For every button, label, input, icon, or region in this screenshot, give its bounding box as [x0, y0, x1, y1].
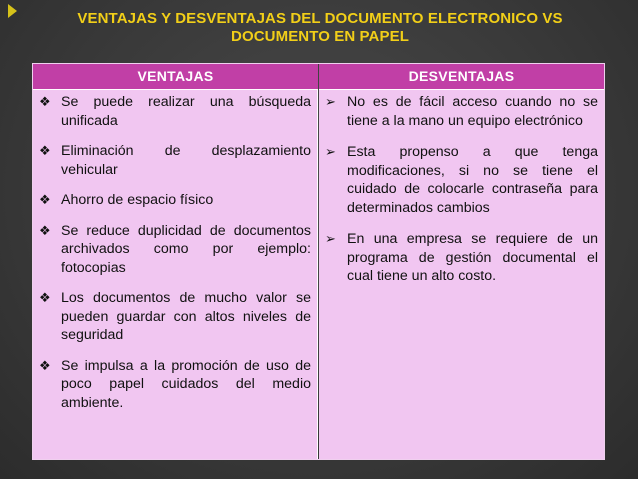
ventaja-item [39, 142, 311, 179]
ventaja-item [39, 289, 311, 345]
ventaja-item [39, 357, 311, 413]
desventaja-item [325, 230, 598, 286]
desventaja-text: En una empresa se requiere de un programa de gestión documental el cual tiene un alto costo. [347, 231, 598, 284]
ventaja-text: Se puede realizar una búsqueda unificada [61, 94, 311, 129]
diamond-bullet-icon: ❖ [39, 94, 51, 109]
ventajas-cell [33, 89, 318, 459]
arrow-bullet-icon: ➢ [325, 94, 336, 109]
desventaja-item [325, 93, 598, 130]
comparison-table [32, 63, 605, 460]
title-line-2: DOCUMENTO EN PAPEL [231, 28, 409, 45]
ventaja-item [39, 191, 311, 210]
desventaja-item [325, 143, 598, 217]
desventajas-header: DESVENTAJAS [319, 64, 604, 89]
diamond-bullet-icon: ❖ [39, 290, 51, 305]
ventaja-text: Eliminación de desplazamiento vehicular [61, 143, 311, 178]
diamond-bullet-icon: ❖ [39, 222, 51, 238]
ventaja-text: Ahorro de espacio físico [61, 192, 214, 208]
ventaja-text: Los documentos de mucho valor se pueden guardar con altos niveles de seguridad [61, 290, 311, 343]
ventajas-header: VENTAJAS [33, 64, 318, 89]
title-line-1: VENTAJAS Y DESVENTAJAS DEL DOCUMENTO ELECTRONICO VS [77, 10, 563, 27]
desventaja-text: No es de fácil acceso cuando no se tiene a la mano un equipo electrónico [347, 94, 598, 129]
page-title [40, 10, 600, 46]
diamond-bullet-icon: ❖ [39, 143, 51, 158]
arrow-bullet-icon: ➢ [325, 144, 336, 159]
arrow-bullet-icon: ➢ [325, 231, 336, 246]
ventaja-text: Se reduce duplicidad de documentos archivados como por ejemplo: fotocopias [61, 222, 311, 276]
diamond-bullet-icon: ❖ [39, 357, 51, 373]
decorative-arrow-icon [8, 4, 17, 18]
desventaja-text: Esta propenso a que tenga modificaciones, si no se tiene el cuidado de colocarle contraseña para determinados cambios [347, 144, 598, 216]
desventajas-cell [319, 89, 604, 459]
ventaja-item [39, 93, 311, 130]
ventaja-text: Se impulsa a la promoción de uso de poco papel cuidados del medio ambiente. [61, 357, 311, 411]
diamond-bullet-icon: ❖ [39, 192, 51, 207]
ventaja-item [39, 222, 311, 278]
